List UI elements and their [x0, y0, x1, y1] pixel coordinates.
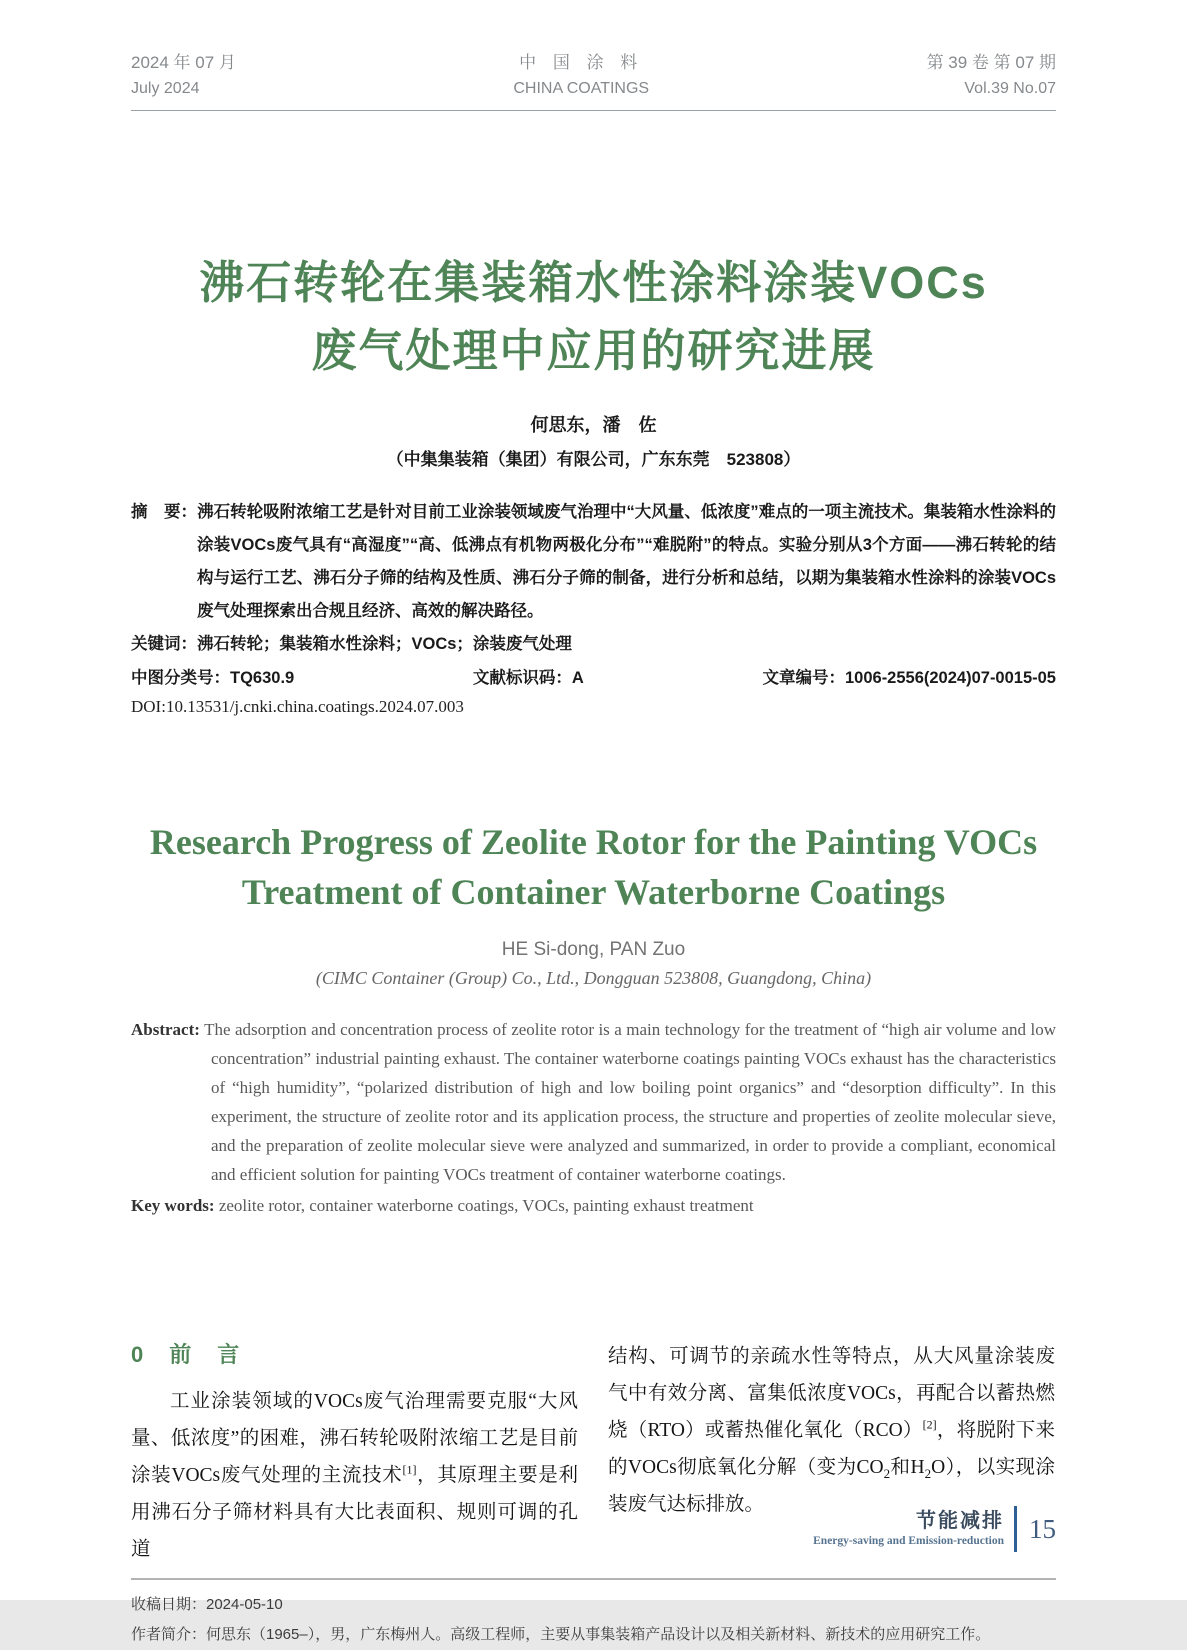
header-issue-zh: 第 39 卷 第 07 期: [926, 53, 1056, 72]
header-journal-name: [513, 50, 649, 102]
article-title-en-line2: Treatment of Container Waterborne Coatings: [241, 872, 946, 912]
header-date-zh: 2024 年 07 月: [131, 53, 236, 72]
page-footer: [813, 1506, 1056, 1552]
article-title-zh: [131, 249, 1056, 385]
header-journal-en: CHINA COATINGS: [513, 80, 650, 97]
article-title-en-line1: Research Progress of Zeolite Rotor for the Painting VOCs: [149, 822, 1038, 862]
meta-zh: [131, 496, 1056, 717]
affiliation-zh: （中集集装箱（集团）有限公司，广东东莞 523808）: [386, 450, 801, 469]
authors-zh: 何思东，潘 佐: [530, 415, 657, 435]
meta-en: [131, 1015, 1056, 1220]
document-code: 文献标识码：A: [472, 669, 584, 687]
section-0-heading: 0 前 言: [131, 1342, 242, 1367]
keywords-zh: [131, 628, 1056, 661]
author-bio: 作者简介：何思东（1965–），男，广东梅州人。高级工程师，主要从事集装箱产品设计以及相关新材料、新技术的应用研究工作。: [131, 1626, 991, 1643]
header-issue-en: Vol.39 No.07: [964, 80, 1056, 97]
footnote-block: [131, 1578, 1056, 1650]
keywords-zh-label: 关键词：: [131, 635, 197, 653]
abstract-en-text: The adsorption and concentration process of zeolite rotor is a main technology for the treatment of “high air volume and low concentration” industrial painting exhaust. The container waterborne coatings painting VOCs exhaust has the characteristics of “high humidity”, “polarized distribution of high and low boiling point organics” and “desorption difficulty”. In this experiment, the structure of zeolite rotor and its application process, the structure and properties of zeolite molecular sieve, and the preparation of zeolite molecular sieve were analyzed and summarized, in order to provide a compliant, economical and efficient solution for painting VOCs treatment of container waterborne coatings.: [204, 1020, 1056, 1184]
abstract-en-label: Abstract:: [131, 1020, 200, 1039]
authors-en: HE Si-dong, PAN Zuo: [501, 939, 686, 960]
received-date: 收稿日期：2024-05-10: [131, 1596, 283, 1613]
keywords-en: [131, 1191, 1056, 1220]
article-id: 文章编号：1006-2556(2024)07-0015-05: [762, 669, 1056, 687]
keywords-en-text: zeolite rotor, container waterborne coatings, VOCs, painting exhaust treatment: [218, 1196, 754, 1215]
doi: DOI:10.13531/j.cnki.china.coatings.2024.07.003: [131, 697, 464, 716]
article-title-zh-line1: 沸石转轮在集装箱水性涂料涂装VOCs: [199, 257, 988, 308]
article-title-zh-line2: 废气处理中应用的研究进展: [311, 325, 876, 376]
body-paragraph-right: 结构、可调节的亲疏水性等特点，从大风量涂装废气中有效分离、富集低浓度VOCs，再配合以蓄热燃烧（RTO）或蓄热催化氧化（RCO）[2]，将脱附下来的VOCs彻底氧化分解（变为$CO_2$和$H_2O$），以实现涂装废气达标排放。: [608, 1346, 1055, 1515]
article-title-en: [131, 817, 1056, 917]
footer-column-en: Energy-saving and Emission-reduction: [813, 1535, 1004, 1547]
footer-column-zh: 节能减排: [916, 1510, 1004, 1532]
body-column-left: [131, 1338, 578, 1568]
header-volume-issue: [927, 50, 1056, 102]
abstract-zh-label: 摘 要：: [131, 503, 198, 521]
abstract-zh: [131, 496, 1056, 628]
clc-number: 中图分类号：TQ630.9: [131, 669, 295, 687]
page-number: 15: [1029, 1513, 1056, 1544]
abstract-zh-text: 沸石转轮吸附浓缩工艺是针对目前工业涂装领域废气治理中“大风量、低浓度”难点的一项主流技术。集装箱水性涂料的涂装VOCs废气具有“高湿度”“高、低沸点有机物两极化分布”“难脱附”的特点。实验分别从3个方面——沸石转轮的结构与运行工艺、沸石分子筛的结构及性质、沸石分子筛的制备，进行分析和总结，以期为集装箱水性涂料的涂装VOCs废气处理探索出合规且经济、高效的解决路径。: [197, 503, 1057, 620]
affiliation-en: (CIMC Container (Group) Co., Ltd., Dongguan 523808, Guangdong, China): [315, 968, 872, 988]
footer-column-labels: [813, 1509, 1014, 1549]
keywords-en-label: Key words:: [131, 1196, 215, 1215]
keywords-zh-text: 沸石转轮；集装箱水性涂料；VOCs；涂装废气处理: [197, 635, 572, 653]
running-head: [131, 0, 1056, 111]
body-paragraph-left: 工业涂装领域的VOCs废气治理需要克服“大风量、低浓度”的困难，沸石转轮吸附浓缩工艺是目前涂装VOCs废气处理的主流技术[1]，其原理主要是利用沸石分子筛材料具有大比表面积、规则可调的孔道: [131, 1391, 578, 1560]
classification-row: [131, 663, 1056, 693]
header-date-en: July 2024: [131, 80, 200, 97]
header-journal-zh: 中 国 涂 料: [519, 53, 644, 72]
abstract-en: [131, 1015, 1056, 1189]
header-issue-date: [131, 50, 236, 102]
